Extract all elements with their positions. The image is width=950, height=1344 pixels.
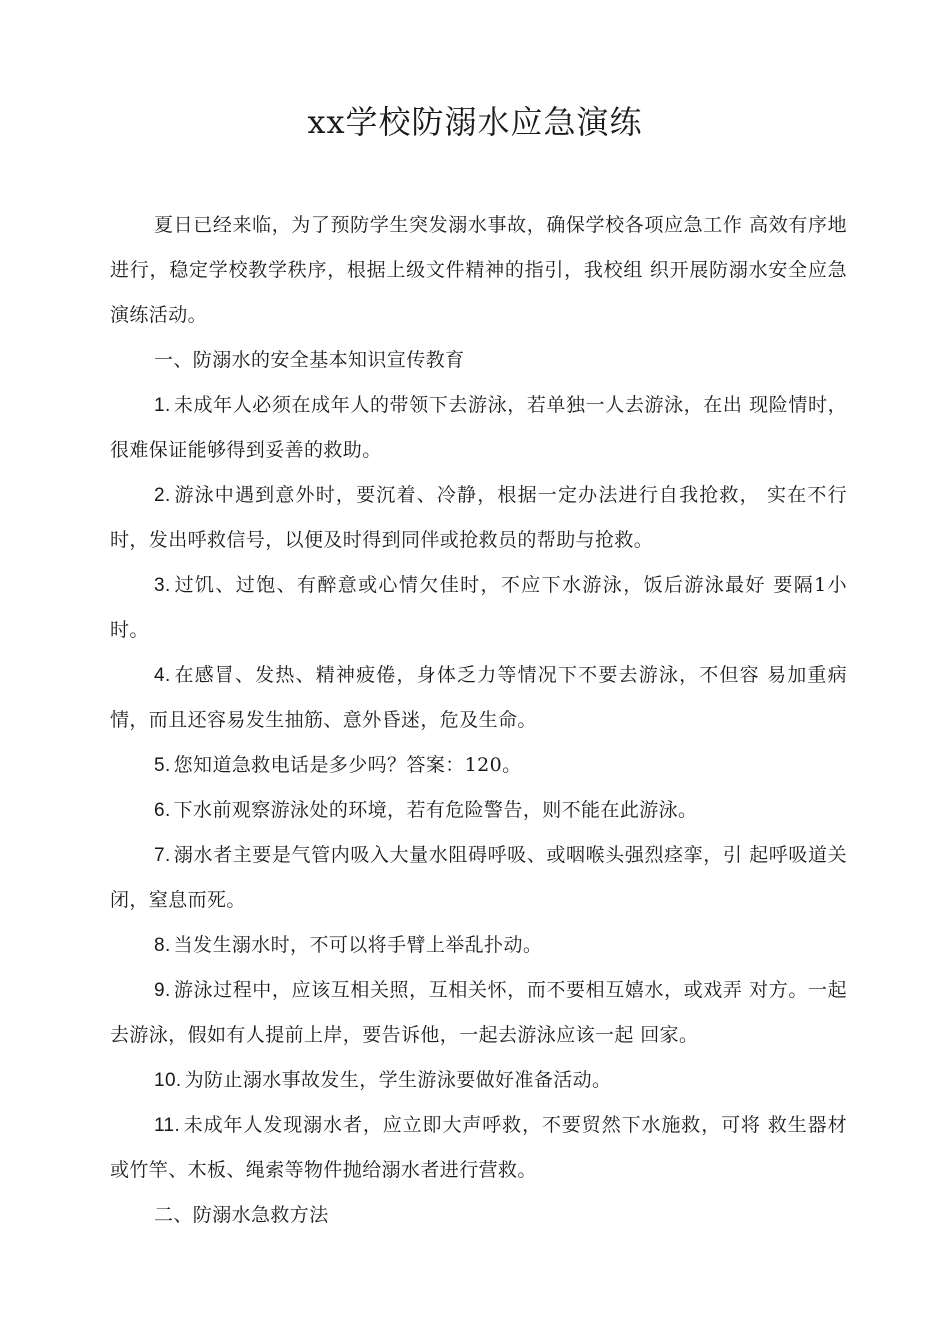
list-item — [110, 923, 847, 968]
item-text: 游泳中遇到意外时，要沉着、冷静，根据一定办法进行自我抢救， 实在不行时，发出呼救信号，以便及时得到同伴或抢救员的帮助与抢救。 — [110, 484, 847, 551]
item-text: 下水前观察游泳处的环境，若有危险警告，则不能在此游泳。 — [173, 799, 698, 821]
section-heading-1: 一、防溺水的安全基本知识宣传教育 — [154, 349, 465, 371]
item-number: 10. — [154, 1070, 182, 1091]
item-text: 未成年人必须在成年人的带领下去游泳，若单独一人去游泳，在出 现险情时，很难保证能够得到妥善的救助。 — [110, 394, 847, 461]
item-text: 未成年人发现溺水者，应立即大声呼救，不要贸然下水施救，可将 救生器材或竹竿、木板、绳索等物件抛给溺水者进行营救。 — [110, 1114, 847, 1181]
item-text: 在感冒、发热、精神疲倦，身体乏力等情况下不要去游泳，不但容 易加重病情，而且还容易发生抽筋、意外昏迷，危及生命。 — [110, 664, 847, 731]
item-number: 11. — [154, 1115, 181, 1136]
knowledge-list — [110, 383, 847, 1193]
item-number: 8. — [154, 935, 171, 956]
list-item — [110, 788, 847, 833]
item-number: 7. — [154, 845, 171, 866]
list-item — [110, 563, 847, 653]
item-text: 过饥、过饱、有醉意或心情欠佳时，不应下水游泳，饭后游泳最好 要隔1小时。 — [110, 574, 847, 641]
section-heading-2: 二、防溺水急救方法 — [154, 1204, 329, 1226]
list-item — [110, 968, 847, 1058]
item-number: 4. — [154, 665, 171, 686]
item-text: 当发生溺水时，不可以将手臂上举乱扑动。 — [173, 934, 543, 956]
item-text: 游泳过程中，应该互相关照，互相关怀，而不要相互嬉水，或戏弄 对方。一起去游泳，假如有人提前上岸，要告诉他，一起去游泳应该一起 回家。 — [110, 979, 847, 1046]
list-item — [110, 743, 847, 788]
list-item — [110, 1103, 847, 1193]
item-text: 您知道急救电话是多少吗？答案：120。 — [173, 754, 522, 776]
list-item — [110, 383, 847, 473]
item-number: 2. — [154, 485, 171, 506]
list-item — [110, 473, 847, 563]
document-body — [110, 203, 847, 1238]
document-title: xx学校防溺水应急演练 — [307, 103, 643, 141]
list-item — [110, 833, 847, 923]
item-text: 溺水者主要是气管内吸入大量水阻碍呼吸、或咽喉头强烈痉挛，引 起呼吸道关闭，窒息而死。 — [110, 844, 847, 911]
item-number: 6. — [154, 800, 171, 821]
list-item — [110, 1058, 847, 1103]
intro-paragraph: 夏日已经来临，为了预防学生突发溺水事故，确保学校各项应急工作 高效有序地进行，稳定学校教学秩序，根据上级文件精神的指引，我校组 织开展防溺水安全应急演练活动。 — [110, 214, 847, 326]
item-number: 9. — [154, 980, 171, 1001]
item-number: 5. — [154, 755, 171, 776]
item-number: 1. — [154, 395, 171, 416]
list-item — [110, 653, 847, 743]
item-number: 3. — [154, 575, 171, 596]
item-text: 为防止溺水事故发生，学生游泳要做好准备活动。 — [184, 1069, 612, 1091]
